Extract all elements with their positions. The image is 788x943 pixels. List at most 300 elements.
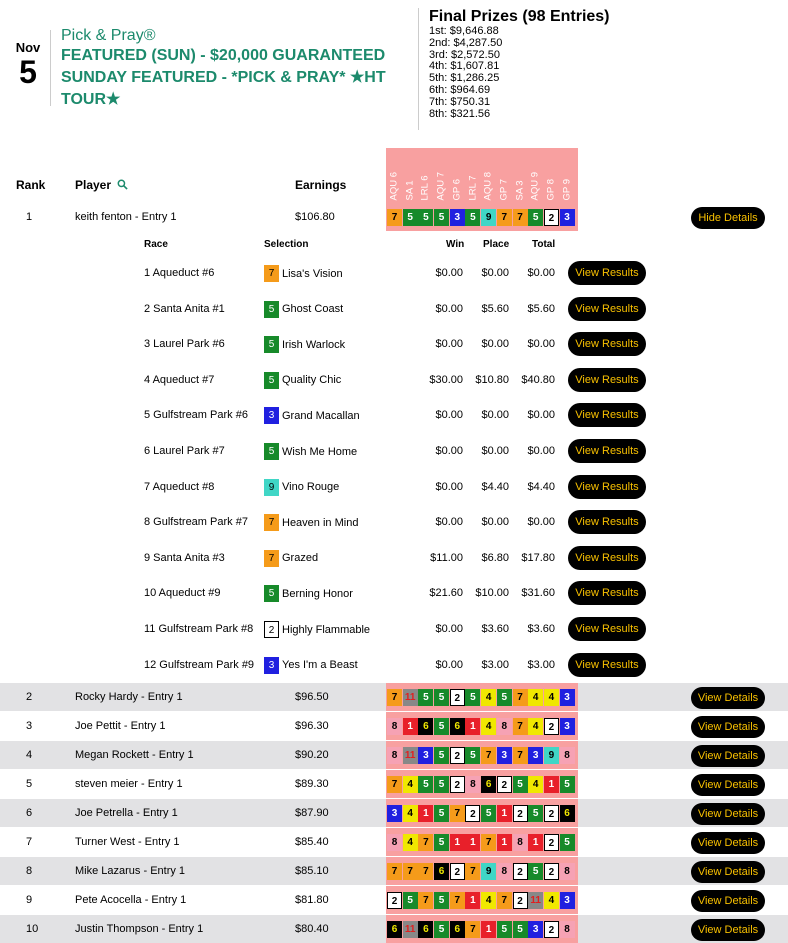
pick-chip: 11 [403, 747, 418, 764]
player-earnings: $81.80 [295, 894, 329, 906]
detail-selection [264, 301, 343, 318]
player-earnings: $96.30 [295, 720, 329, 732]
selection-chip: 5 [264, 336, 279, 353]
picks [387, 863, 575, 880]
prize-item: 2nd: $4,287.50 [429, 36, 503, 49]
horse-name: Yes I'm a Beast [282, 659, 358, 672]
detail-row [0, 505, 788, 540]
pick-chip: 4 [528, 689, 543, 706]
divider [50, 30, 51, 106]
detail-race: 7 Aqueduct #8 [144, 480, 215, 493]
race-label-text: SA 1 [404, 180, 416, 201]
prize-list [429, 26, 618, 120]
pick-chip: 6 [560, 805, 575, 822]
pick-chip: 4 [481, 718, 496, 735]
player-rank: 10 [26, 923, 39, 935]
race-label [481, 151, 495, 201]
selection-chip: 7 [264, 514, 279, 531]
selection-chip: 5 [264, 301, 279, 318]
final-prizes [418, 8, 618, 130]
detail-place: $0.00 [481, 445, 509, 457]
pick-chip: 1 [465, 834, 480, 851]
pick-chip: 1 [465, 718, 480, 735]
selection-chip: 9 [264, 479, 279, 496]
race-label [418, 151, 432, 201]
pick-chip: 1 [528, 834, 543, 851]
detail-race: 1 Aqueduct #6 [144, 267, 215, 279]
pick-chip: 3 [528, 747, 543, 764]
pick-chip: 9 [481, 209, 496, 226]
pick-chip: 5 [465, 747, 480, 764]
race-label [466, 151, 480, 201]
search-icon[interactable] [117, 179, 128, 190]
pick-chip: 5 [528, 209, 543, 226]
pick-chip: 2 [513, 805, 528, 822]
view-details-button[interactable]: View Details [691, 745, 765, 767]
detail-win: $0.00 [435, 623, 463, 635]
race-label-text: LRL 6 [419, 175, 431, 201]
pick-chip: 1 [465, 892, 480, 909]
player-rank: 3 [26, 720, 33, 732]
horse-name: Grand Macallan [282, 409, 360, 422]
pick-chip: 4 [403, 776, 418, 793]
detail-row [0, 363, 788, 398]
view-results-button[interactable]: View Results [568, 439, 646, 463]
pick-chip: 5 [560, 776, 575, 793]
pick-chip: 2 [513, 863, 528, 880]
pick-chip: 5 [560, 834, 575, 851]
detail-win: $0.00 [435, 338, 463, 351]
pick-chip: 5 [434, 805, 449, 822]
detail-total-header: Total [532, 239, 556, 250]
view-results-button[interactable]: View Results [568, 617, 646, 641]
pick-chip: 6 [418, 718, 433, 735]
pick-chip: 5 [513, 776, 528, 793]
race-label-text: GP 7 [498, 179, 510, 201]
pick-chip: 2 [450, 863, 465, 880]
pick-chip: 8 [465, 776, 480, 793]
player-rank: 7 [26, 836, 33, 848]
view-details-button[interactable]: View Details [691, 890, 765, 912]
detail-place: $6.80 [481, 551, 509, 564]
pick-chip: 7 [513, 747, 528, 764]
pick-chip: 2 [544, 718, 559, 735]
detail-total: $0.00 [527, 516, 555, 529]
detail-place: $0.00 [481, 267, 509, 279]
race-label-text: AQU 6 [388, 171, 400, 201]
detail-selection [264, 372, 341, 389]
player-name: Turner West - Entry 1 [75, 836, 180, 848]
pick-chip: 1 [544, 776, 559, 793]
detail-total: $0.00 [527, 445, 555, 457]
detail-row [0, 434, 788, 469]
detail-row [0, 612, 788, 647]
pick-chip: 7 [513, 209, 528, 226]
prize-item: 8th: $321.56 [429, 107, 491, 120]
race-label-text: SA 3 [514, 180, 526, 201]
pick-chip: 2 [544, 921, 559, 938]
race-label [450, 151, 464, 201]
race-label-text: GP 8 [545, 179, 557, 201]
detail-place: $4.40 [481, 480, 509, 493]
pick-chip: 2 [450, 689, 465, 706]
player-name: keith fenton - Entry 1 [75, 211, 177, 223]
pick-chip: 7 [497, 892, 512, 909]
detail-place: $0.00 [481, 338, 509, 351]
prize-item: 4th: $1,607.81 [429, 60, 500, 73]
detail-win: $0.00 [435, 409, 463, 422]
pick-chip: 7 [481, 834, 496, 851]
pick-chip: 4 [528, 776, 543, 793]
pick-chip: 7 [418, 863, 433, 880]
selection-chip: 7 [264, 265, 279, 282]
view-results-button[interactable]: View Results [568, 653, 646, 677]
pick-chip: 2 [450, 747, 465, 764]
detail-selection [264, 585, 353, 602]
detail-race: 12 Gulfstream Park #9 [144, 658, 255, 671]
pick-chip: 7 [513, 689, 528, 706]
view-results-button[interactable]: View Results [568, 368, 646, 392]
pick-chip: 6 [481, 776, 496, 793]
race-label-text: GP 9 [561, 179, 573, 201]
detail-selection [264, 265, 343, 282]
detail-race: 3 Laurel Park #6 [144, 338, 225, 351]
pick-chip: 7 [513, 718, 528, 735]
view-results-button[interactable]: View Results [568, 581, 646, 605]
detail-race: 2 Santa Anita #1 [144, 302, 225, 315]
view-details-button[interactable]: View Details [691, 861, 765, 883]
selection-chip: 3 [264, 407, 279, 424]
player-row [0, 741, 788, 769]
detail-total: $3.60 [527, 623, 555, 635]
pick-chip: 5 [481, 805, 496, 822]
detail-race: 9 Santa Anita #3 [144, 551, 225, 564]
view-results-button[interactable]: View Results [568, 261, 646, 285]
player-name: Joe Petrella - Entry 1 [75, 807, 178, 819]
player-name: Mike Lazarus - Entry 1 [75, 865, 186, 877]
horse-name: Grazed [282, 552, 319, 565]
detail-row [0, 256, 788, 291]
pick-chip: 5 [465, 689, 480, 706]
pick-chip: 6 [418, 921, 433, 938]
detail-total: $0.00 [527, 409, 555, 422]
pick-chip: 7 [387, 209, 402, 226]
race-label [387, 151, 401, 201]
player-earnings: $106.80 [295, 211, 335, 223]
selection-chip: 2 [264, 621, 279, 638]
pick-chip: 7 [387, 689, 402, 706]
race-label [403, 151, 417, 201]
race-label-text: AQU 7 [435, 171, 447, 201]
pick-chip: 5 [528, 863, 543, 880]
pick-chip: 4 [403, 834, 418, 851]
pick-chip: 7 [465, 921, 480, 938]
pick-chip: 2 [450, 776, 465, 793]
prizes-heading: Final Prizes (98 Entries) [429, 8, 610, 25]
pick-chip: 6 [450, 921, 465, 938]
pick-chip: 1 [497, 834, 512, 851]
detail-place: $3.60 [481, 623, 509, 635]
picks [387, 805, 575, 822]
detail-place-header: Place [483, 239, 510, 250]
pick-chip: 7 [450, 892, 465, 909]
pick-chip: 4 [481, 689, 496, 706]
player-rank: 4 [26, 749, 33, 761]
player-name: Rocky Hardy - Entry 1 [75, 691, 183, 703]
player-earnings: $89.30 [295, 778, 329, 790]
horse-name: Ghost Coast [282, 303, 344, 316]
detail-row [0, 292, 788, 327]
player-earnings: $90.20 [295, 749, 329, 761]
detail-row [0, 470, 788, 505]
pick-chip: 4 [481, 892, 496, 909]
view-details-button[interactable]: View Details [691, 803, 765, 825]
race-label [513, 151, 527, 201]
player-earnings: $85.10 [295, 865, 329, 877]
pick-chip: 3 [418, 747, 433, 764]
pick-chip: 3 [497, 747, 512, 764]
view-results-button[interactable]: View Results [568, 546, 646, 570]
detail-place: $0.00 [481, 409, 509, 422]
pick-chip: 1 [450, 834, 465, 851]
player-earnings: $96.50 [295, 691, 329, 703]
horse-name: Berning Honor [282, 587, 353, 600]
event-date [14, 40, 42, 89]
view-details-button[interactable]: View Details [691, 774, 765, 796]
player-rank: 6 [26, 807, 33, 819]
view-results-button[interactable]: View Results [568, 297, 646, 321]
pick-chip: 5 [434, 921, 449, 938]
pick-chip: 8 [497, 863, 512, 880]
pick-chip: 3 [560, 209, 575, 226]
pick-chip: 2 [544, 209, 559, 226]
player-row [0, 203, 788, 231]
pick-chip: 2 [544, 863, 559, 880]
horse-name: Vino Rouge [282, 481, 340, 494]
rank-header: Rank [16, 178, 46, 192]
pick-chip: 7 [403, 863, 418, 880]
player-earnings: $87.90 [295, 807, 329, 819]
prize-item: 6th: $964.69 [429, 83, 491, 96]
detail-total: $31.60 [521, 587, 555, 600]
pick-chip: 5 [434, 834, 449, 851]
detail-selection [264, 621, 370, 638]
pick-chip: 5 [434, 689, 449, 706]
pick-chip: 5 [434, 209, 449, 226]
player-rank: 1 [26, 211, 33, 223]
pick-chip: 8 [387, 718, 402, 735]
detail-race: 10 Aqueduct #9 [144, 587, 221, 600]
selection-chip: 5 [264, 443, 279, 460]
pick-chip: 9 [544, 747, 559, 764]
pick-chip: 5 [418, 776, 433, 793]
player-row [0, 770, 788, 798]
detail-place: $10.00 [475, 587, 509, 600]
pick-chip: 5 [465, 209, 480, 226]
pick-chip: 4 [528, 718, 543, 735]
detail-row [0, 576, 788, 611]
race-label-text: GP 6 [451, 179, 463, 201]
pick-chip: 8 [497, 718, 512, 735]
player-rank: 2 [26, 691, 33, 703]
pick-chip: 5 [403, 892, 418, 909]
pick-chip: 8 [387, 834, 402, 851]
pick-chip: 5 [434, 747, 449, 764]
event-month: Nov [15, 40, 41, 55]
detail-total: $0.00 [527, 338, 555, 351]
pick-chip: 1 [403, 718, 418, 735]
pick-chip: 11 [403, 689, 418, 706]
pick-chip: 3 [560, 892, 575, 909]
view-results-button[interactable]: View Results [568, 403, 646, 427]
picks [387, 718, 575, 735]
player-row [0, 886, 788, 914]
event-day: 5 [19, 54, 37, 90]
pick-chip: 7 [497, 209, 512, 226]
horse-name: Wish Me Home [282, 445, 358, 458]
pick-chip: 5 [418, 209, 433, 226]
player-rank: 8 [26, 865, 33, 877]
pick-chip: 2 [513, 892, 528, 909]
pick-chip: 5 [528, 805, 543, 822]
pick-chip: 5 [497, 921, 512, 938]
detail-race: 4 Aqueduct #7 [144, 373, 215, 386]
player-row [0, 828, 788, 856]
pick-chip: 7 [450, 805, 465, 822]
prize-item: 7th: $750.31 [429, 95, 491, 108]
earnings-header: Earnings [295, 178, 347, 192]
pick-chip: 7 [418, 892, 433, 909]
detail-row [0, 398, 788, 433]
detail-selection [264, 550, 318, 567]
pick-chip: 2 [544, 834, 559, 851]
detail-total: $40.80 [521, 373, 555, 386]
pick-chip: 1 [418, 805, 433, 822]
player-earnings: $80.40 [295, 923, 329, 935]
player-name: Justin Thompson - Entry 1 [75, 923, 204, 935]
picks [387, 747, 575, 764]
selection-chip: 7 [264, 550, 279, 567]
pick-chip: 8 [560, 863, 575, 880]
pick-chip: 3 [528, 921, 543, 938]
picks [387, 209, 575, 226]
view-results-button[interactable]: View Results [568, 475, 646, 499]
prize-item: 3rd: $2,572.50 [429, 48, 500, 61]
detail-selection [264, 514, 358, 531]
pick-chip: 11 [528, 892, 543, 909]
hide-details-button[interactable]: Hide Details [691, 207, 765, 229]
horse-name: Quality Chic [282, 374, 342, 387]
detail-win: $30.00 [429, 373, 463, 386]
view-details-button[interactable]: View Details [691, 716, 765, 738]
view-results-button[interactable]: View Results [568, 332, 646, 356]
detail-selection [264, 407, 360, 424]
player-row [0, 683, 788, 711]
pick-chip: 7 [465, 863, 480, 880]
detail-race: 5 Gulfstream Park #6 [144, 409, 248, 422]
picks [387, 834, 575, 851]
pick-chip: 4 [544, 892, 559, 909]
player-rank: 5 [26, 778, 33, 790]
selection-chip: 5 [264, 585, 279, 602]
detail-place: $3.00 [481, 658, 509, 671]
player-row [0, 799, 788, 827]
pick-chip: 1 [497, 805, 512, 822]
pick-chip: 6 [434, 863, 449, 880]
view-results-button[interactable]: View Results [568, 510, 646, 534]
detail-place: $5.60 [481, 302, 509, 315]
event-title: FEATURED (SUN) - $20,000 GUARANTEED SUNDAY FEATURED - *PICK & PRAY* ★HT TOUR★ [61, 47, 386, 108]
view-details-button[interactable]: View Details [691, 687, 765, 709]
pick-chip: 2 [387, 892, 402, 909]
pick-chip: 8 [513, 834, 528, 851]
detail-selection [264, 443, 357, 460]
pick-chip: 5 [434, 718, 449, 735]
pick-chip: 3 [560, 718, 575, 735]
horse-name: Highly Flammable [282, 623, 371, 636]
detail-race: 8 Gulfstream Park #7 [144, 516, 248, 529]
pick-chip: 5 [434, 892, 449, 909]
view-details-button[interactable]: View Details [691, 832, 765, 854]
pick-chip: 7 [418, 834, 433, 851]
view-details-button[interactable]: View Details [691, 919, 765, 941]
detail-selection [264, 336, 345, 353]
detail-selection [264, 657, 358, 674]
pick-chip: 8 [560, 747, 575, 764]
horse-name: Lisa's Vision [282, 267, 343, 280]
pick-chip: 2 [465, 805, 480, 822]
pick-chip: 7 [387, 863, 402, 880]
pick-chip: 5 [434, 776, 449, 793]
pick-chip: 6 [450, 718, 465, 735]
pick-chip: 5 [513, 921, 528, 938]
picks [387, 689, 575, 706]
horse-name: Irish Warlock [282, 338, 346, 351]
detail-race: 6 Laurel Park #7 [144, 445, 225, 457]
pick-chip: 4 [403, 805, 418, 822]
detail-win: $0.00 [435, 302, 463, 315]
detail-total: $3.00 [527, 658, 555, 671]
selection-chip: 5 [264, 372, 279, 389]
race-label [560, 151, 574, 201]
prize-item: 1st: $9,646.88 [429, 25, 499, 37]
pick-chip: 7 [387, 776, 402, 793]
event-header [0, 0, 788, 150]
detail-total: $4.40 [527, 480, 555, 493]
player-earnings: $85.40 [295, 836, 329, 848]
detail-place: $0.00 [481, 516, 509, 529]
detail-row [0, 648, 788, 683]
race-label-text: LRL 7 [467, 175, 478, 201]
detail-total: $17.80 [521, 551, 555, 564]
detail-win: $0.00 [435, 480, 463, 493]
pick-chip: 5 [403, 209, 418, 226]
pick-chip: 5 [497, 689, 512, 706]
race-label [497, 151, 511, 201]
detail-win: $21.60 [429, 587, 463, 600]
player-header: Player [75, 178, 112, 192]
pick-chip: 3 [560, 689, 575, 706]
race-label [528, 151, 542, 201]
player-row [0, 712, 788, 740]
detail-win: $0.00 [435, 267, 463, 279]
detail-win: $0.00 [435, 445, 463, 457]
pick-chip: 3 [387, 805, 402, 822]
detail-selection-header: Selection [264, 239, 309, 250]
pick-chip: 5 [418, 689, 433, 706]
pick-chip: 7 [481, 747, 496, 764]
picks [387, 921, 575, 938]
